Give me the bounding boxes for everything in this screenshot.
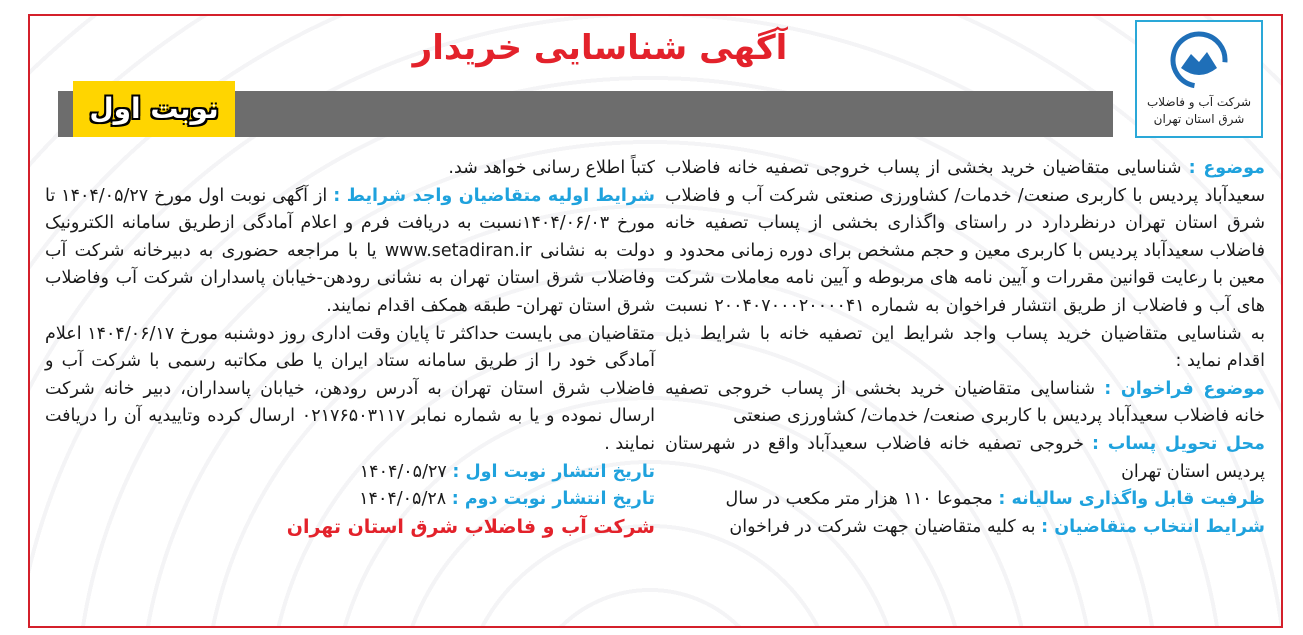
- right-column: [665, 155, 1265, 541]
- first-publication-date: [45, 459, 655, 487]
- company-signature: شرکت آب و فاضلاب شرق استان تهران: [286, 515, 655, 538]
- second-publication-date: [45, 486, 655, 514]
- text: ۱۴۰۴/۰۵/۲۸: [359, 489, 452, 510]
- logo-caption-line2: شرق استان تهران: [1153, 112, 1245, 126]
- label: شرایط انتخاب متقاضیان :: [1041, 516, 1265, 537]
- paragraph-deadline: [45, 321, 655, 459]
- paragraph-continuation: [45, 155, 655, 183]
- label: محل تحویل پساب :: [1092, 433, 1265, 454]
- company-logo: [1135, 20, 1263, 138]
- text: متقاضیان می بایست حداکثر تا پایان وقت اداری روز دوشنبه مورخ ۱۴۰۴/۰۶/۱۷ اعلام آمادگی خود را از طریق سامانه ستاد ایران یا طی مکاتبه رسمی با شرکت آب و فاضلاب شرق استان تهران به آدرس رودهن، خیابان پاسداران، دبیر خانه شرکت ارسال نموده و یا به شماره نمابر ۰۲۱۷۶۵۰۳۱۱۷ ارسال کرده وتاییدیه آن را دریافت نمایند .: [45, 323, 656, 454]
- text: مجموعا ۱۱۰ هزار متر مکعب در سال: [725, 489, 999, 510]
- label: موضوع :: [1188, 158, 1265, 178]
- text: شناسایی متقاضیان خرید بخشی از پساب خروجی تصفیه خانه فاضلاب سعیدآباد پردیس با کاربری صنعت/ خدمات/ کشاورزی صنعتی شرکت آب و فاضلاب شرق استان تهران درنظردارد در راستای واگذاری بخشی از پساب تصفیه خانه فاضلاب سعیدآباد پردیس با کاربری معین و حجم مشخص برای دوره زمانی محدود و معین با رعایت قوانین مقررات و آیین نامه های مربوطه و آیین نامه معاملات شرکت های آب و فاضلاب از طریق انتشار فراخوان به شماره ۲۰۰۴۰۷۰۰۰۲۰۰۰۰۴۱ نسبت به شناسایی متقاضیان خرید پساب واجد شرایط این تصفیه خانه با شرایط ذیل اقدام نماید :: [665, 158, 1266, 372]
- paragraph-selection: [665, 514, 1265, 542]
- paragraph-subject: [665, 155, 1265, 376]
- first-notice-badge: نوبت اول: [73, 81, 235, 137]
- text: از آگهی نوبت اول مورخ ۱۴۰۴/۰۵/۲۷ تا مورخ ۱۴۰۴/۰۶/۰۳نسبت به دریافت فرم و اعلام آمادگی ازطریق سامانه الکترونیک دولت به نشانی www.setadiran.ir یا با مراجعه حضوری به دبیرخانه شرکت آب وفاضلاب شرق استان تهران به نشانی رودهن-خیابان پاسداران شرکت آب وفاضلاب شرق استان تهران- طبقه همکف اقدام نمایند.: [45, 185, 655, 316]
- label: ظرفیت قابل واگذاری سالیانه :: [998, 489, 1265, 510]
- ad-title: آگهی شناسایی خریدار: [412, 28, 788, 68]
- label: موضوع فراخوان :: [1104, 378, 1265, 399]
- label: تاریخ انتشار نوبت اول :: [452, 461, 655, 482]
- text: کتباً اطلاع رسانی خواهد شد.: [448, 158, 655, 178]
- text: ۱۴۰۴/۰۵/۲۷: [359, 461, 453, 482]
- text: شناسایی متقاضیان خرید بخشی از پساب خروجی تصفیه خانه فاضلاب سعیدآباد پردیس با کاربری صنعت/ خدمات/ کشاورزی صنعتی: [665, 378, 1265, 427]
- label: تاریخ انتشار نوبت دوم :: [451, 489, 655, 510]
- paragraph-eligibility: [45, 183, 655, 321]
- text: به کلیه متقاضیان جهت شرکت در فراخوان: [729, 516, 1042, 537]
- water-drop-logo-icon: [1169, 30, 1229, 90]
- logo-caption-line1: شرکت آب و فاضلاب: [1146, 95, 1252, 109]
- paragraph-delivery-location: [665, 431, 1265, 486]
- left-column: [45, 155, 655, 541]
- text: خروجی تصفیه خانه فاضلاب سعیدآباد واقع در شهرستان پردیس استان تهران: [665, 433, 1265, 482]
- label: شرایط اولیه متقاضیان واجد شرایط :: [333, 185, 656, 206]
- paragraph-capacity: [665, 486, 1265, 514]
- paragraph-call-subject: [665, 376, 1265, 431]
